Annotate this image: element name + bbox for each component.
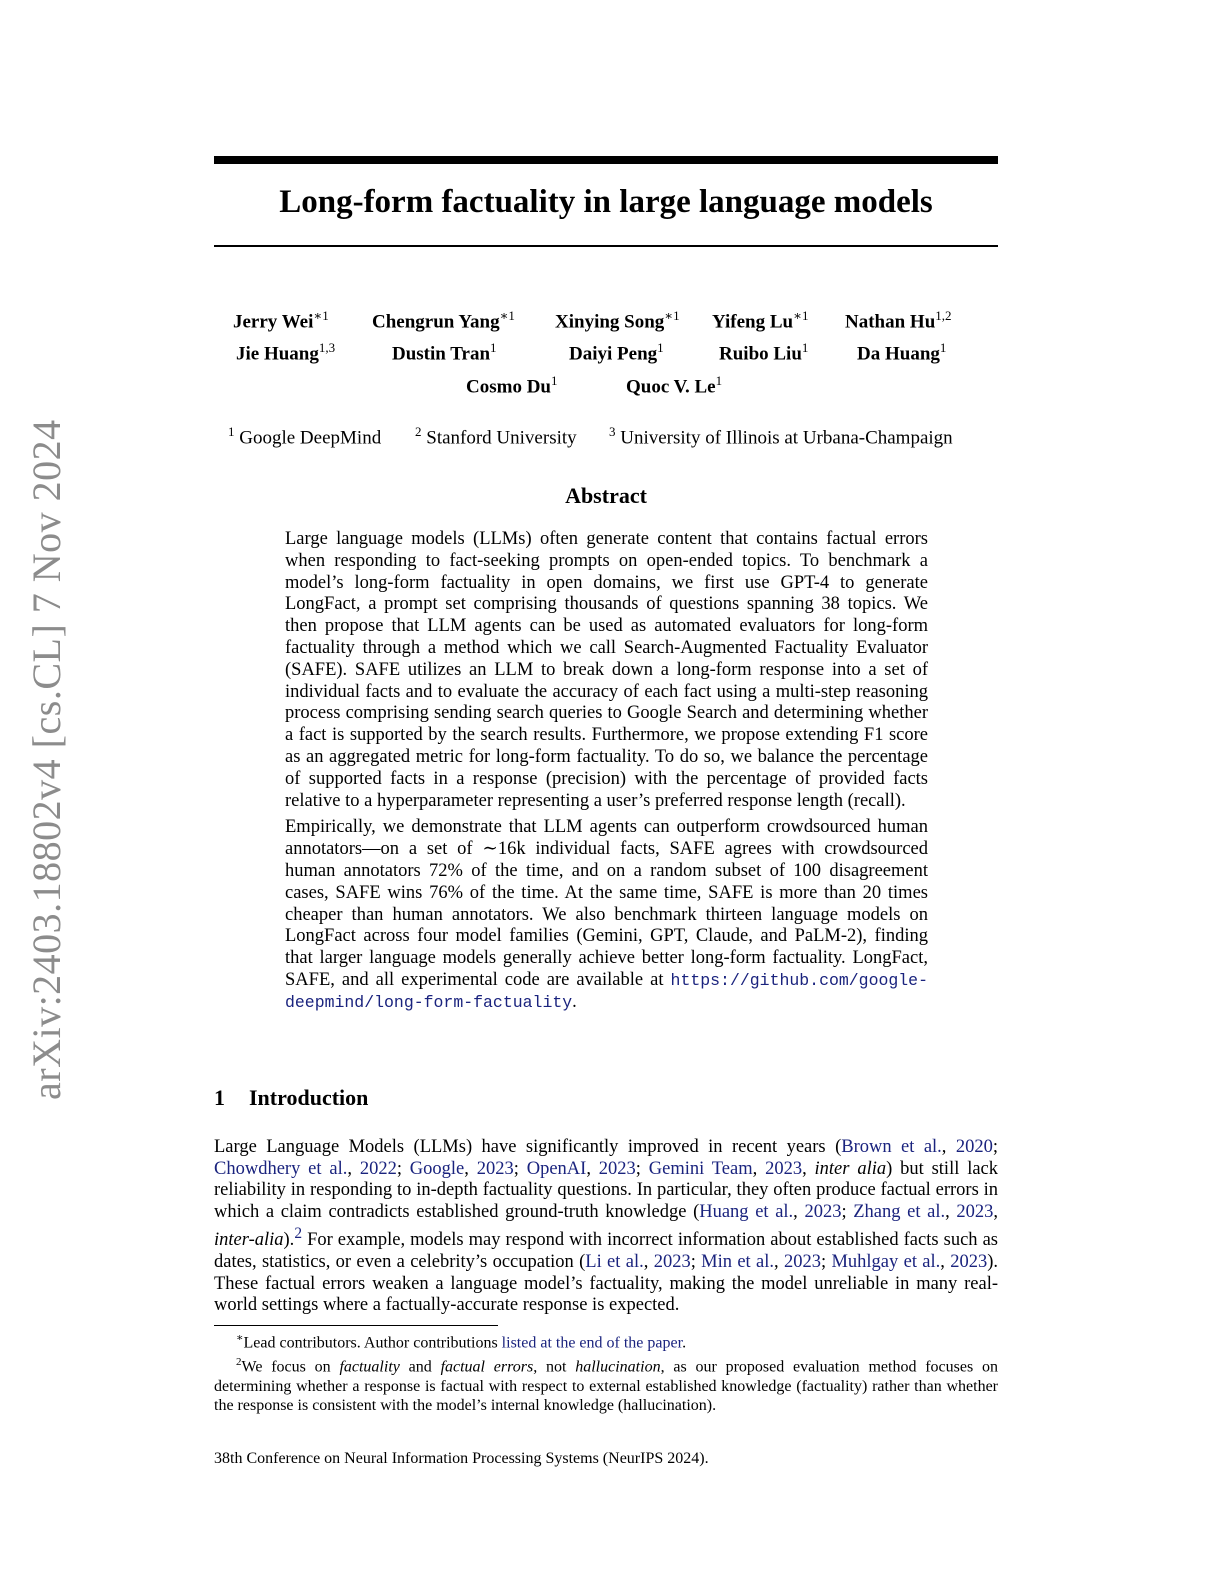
affiliation: $^1$ Google DeepMind bbox=[228, 424, 382, 449]
citation-link[interactable]: Li et al. bbox=[585, 1252, 644, 1273]
author: Xinying Song$^{∗1}$ bbox=[555, 308, 680, 333]
author: Cosmo Du$^1$ bbox=[466, 373, 558, 398]
author: Daiyi Peng$^1$ bbox=[569, 340, 664, 365]
intro-paragraph: Large Language Models (LLMs) have significantly improved in recent years (Brown et al., 2020; Chowdhery et al., 2022; Google, 2023; OpenAI, 2023; Gemini Team, 2023, inter alia) but still lack reliability in responding to in-depth factuality questions. In particular, they often produce factual errors in which a claim contradicts established ground-truth knowledge (Huang et al., 2023; Zhang et al., 2023, inter-alia).$^2$ For example, models may respond with incorrect information about established facts such as dates, statistics, or even a celebrity’s occupation (Li et al., 2023; Min et al., 2023; Muhlgay et al., 2023). These factual errors weaken a language model’s factuality, making the model unreliable in many real-world settings where a factually-accurate response is expected. bbox=[214, 1137, 999, 1316]
citation-link[interactable]: Min et al. bbox=[701, 1252, 775, 1273]
citation-link[interactable]: Muhlgay et al. bbox=[831, 1252, 941, 1273]
footnote-marker[interactable]: 2 bbox=[294, 1225, 303, 1243]
citation-year-link[interactable]: 2023 bbox=[783, 1252, 821, 1273]
author: Quoc V. Le$^1$ bbox=[626, 373, 723, 398]
citation-link[interactable]: Gemini Team bbox=[648, 1158, 753, 1179]
affiliations bbox=[214, 418, 998, 449]
contributions-link[interactable]: listed at the end of the paper bbox=[501, 1334, 683, 1352]
citation-link[interactable]: Huang et al. bbox=[699, 1201, 794, 1222]
author: Jerry Wei$^{∗1}$ bbox=[233, 308, 329, 333]
author: Nathan Hu$^{1,2}$ bbox=[845, 308, 952, 333]
author: Chengrun Yang$^{∗1}$ bbox=[372, 308, 515, 333]
citation-year-link[interactable]: 2023 bbox=[950, 1252, 988, 1273]
authors-row-2 bbox=[214, 334, 998, 365]
title-rule-top bbox=[214, 156, 998, 164]
abstract-paragraph: Large language models (LLMs) often generate content that contains factual errors when responding to fact-seeking prompts on open-ended topics. To benchmark a model’s long-form factuality in open domains, we first use GPT-4 to generate LongFact, a prompt set comprising thousands of questions spanning 38 topics. We then propose that LLM agents can be used as automated evaluators for long-form factuality through a method which we call Search-Augmented Factuality Evaluator (SAFE). SAFE utilizes an LLM to break down a long-form response into a set of individual facts and to evaluate the accuracy of each fact using a multi-step reasoning process comprising sending search queries to Google Search and determining whether a fact is supported by the search results. Furthermore, we propose extending F1 score as an aggregated metric for long-form factuality. To do so, we balance the percentage of supported facts in a response (precision) with the percentage of provided facts relative to a hyperparameter representing a user’s preferred response length (recall). bbox=[285, 529, 928, 811]
citation-year-link[interactable]: 2023 bbox=[956, 1201, 994, 1222]
citation-link[interactable]: Zhang et al. bbox=[853, 1201, 946, 1222]
affiliation: $^2$ Stanford University bbox=[415, 424, 577, 449]
footnote: ∗Lead contributors. Author contributions listed at the end of the paper. bbox=[236, 1332, 687, 1352]
citation-link[interactable]: Google bbox=[409, 1158, 465, 1179]
affiliation: $^3$ University of Illinois at Urbana-Champaign bbox=[609, 424, 953, 449]
title-rule-bottom bbox=[214, 245, 998, 247]
citation-year-link[interactable]: 2020 bbox=[955, 1137, 993, 1157]
paper-title: Long-form factuality in large language models bbox=[279, 184, 933, 220]
footnotes bbox=[214, 1329, 998, 1416]
conference-note: 38th Conference on Neural Information Processing Systems (NeurIPS 2024). bbox=[214, 1450, 709, 1467]
author: Jie Huang$^{1,3}$ bbox=[236, 340, 336, 365]
author: Ruibo Liu$^1$ bbox=[719, 340, 809, 365]
citation-year-link[interactable]: 2022 bbox=[359, 1158, 397, 1179]
citation-link[interactable]: Chowdhery et al. bbox=[214, 1158, 348, 1179]
introduction-body bbox=[214, 1137, 998, 1317]
footnote: $^2$We focus on factuality and factual errors, not hallucination, as our proposed evaluation method focuses on determining whether a response is factual with respect to external established knowledge (factuality) rather than whether the response is consistent with the model’s internal knowledge (hallucination). bbox=[214, 1355, 998, 1415]
arxiv-identifier: arXiv:2403.18802v4 [cs.CL] 7 Nov 2024 bbox=[24, 419, 69, 1100]
footnote-rule bbox=[214, 1325, 498, 1326]
authors-row-3 bbox=[214, 367, 998, 398]
author: Yifeng $Lu^{∗1}$ bbox=[712, 308, 809, 333]
citation-link[interactable]: Brown et al. bbox=[841, 1137, 942, 1157]
citation-year-link[interactable]: 2023 bbox=[598, 1158, 636, 1179]
authors-row-1 bbox=[214, 302, 998, 333]
citation-year-link[interactable]: 2023 bbox=[804, 1201, 842, 1222]
author: Da Huang$^1$ bbox=[857, 340, 947, 365]
abstract-heading: Abstract bbox=[565, 483, 647, 508]
citation-year-link[interactable]: 2023 bbox=[653, 1252, 691, 1273]
author: Dustin Tran$^1$ bbox=[392, 340, 497, 365]
abstract-paragraph: Empirically, we demonstrate that LLM agents can outperform crowdsourced human annotators—on a set of ∼16k individual facts, SAFE agrees with crowdsourced human annotators 72% of the time, and on a random subset of 100 disagreement cases, SAFE wins 76% of the time. At the same time, SAFE is more than 20 times cheaper than human annotators. We also benchmark thirteen language models on LongFact across four model families (Gemini, GPT, Claude, and PaLM-2), finding that larger language models generally achieve better long-form factuality. LongFact, SAFE, and all experimental code are available at https://github.com/google-deepmind/long-form-factuality. bbox=[285, 817, 928, 1012]
citation-link[interactable]: OpenAI bbox=[526, 1158, 587, 1179]
citation-year-link[interactable]: 2023 bbox=[476, 1158, 514, 1179]
abstract-body bbox=[285, 529, 928, 1019]
code-repo-link[interactable]: https://github.com/google-deepmind/long-form-factuality bbox=[285, 970, 928, 1012]
citation-year-link[interactable]: 2023 bbox=[765, 1158, 803, 1179]
section-heading: 1 Introduction bbox=[214, 1085, 369, 1110]
